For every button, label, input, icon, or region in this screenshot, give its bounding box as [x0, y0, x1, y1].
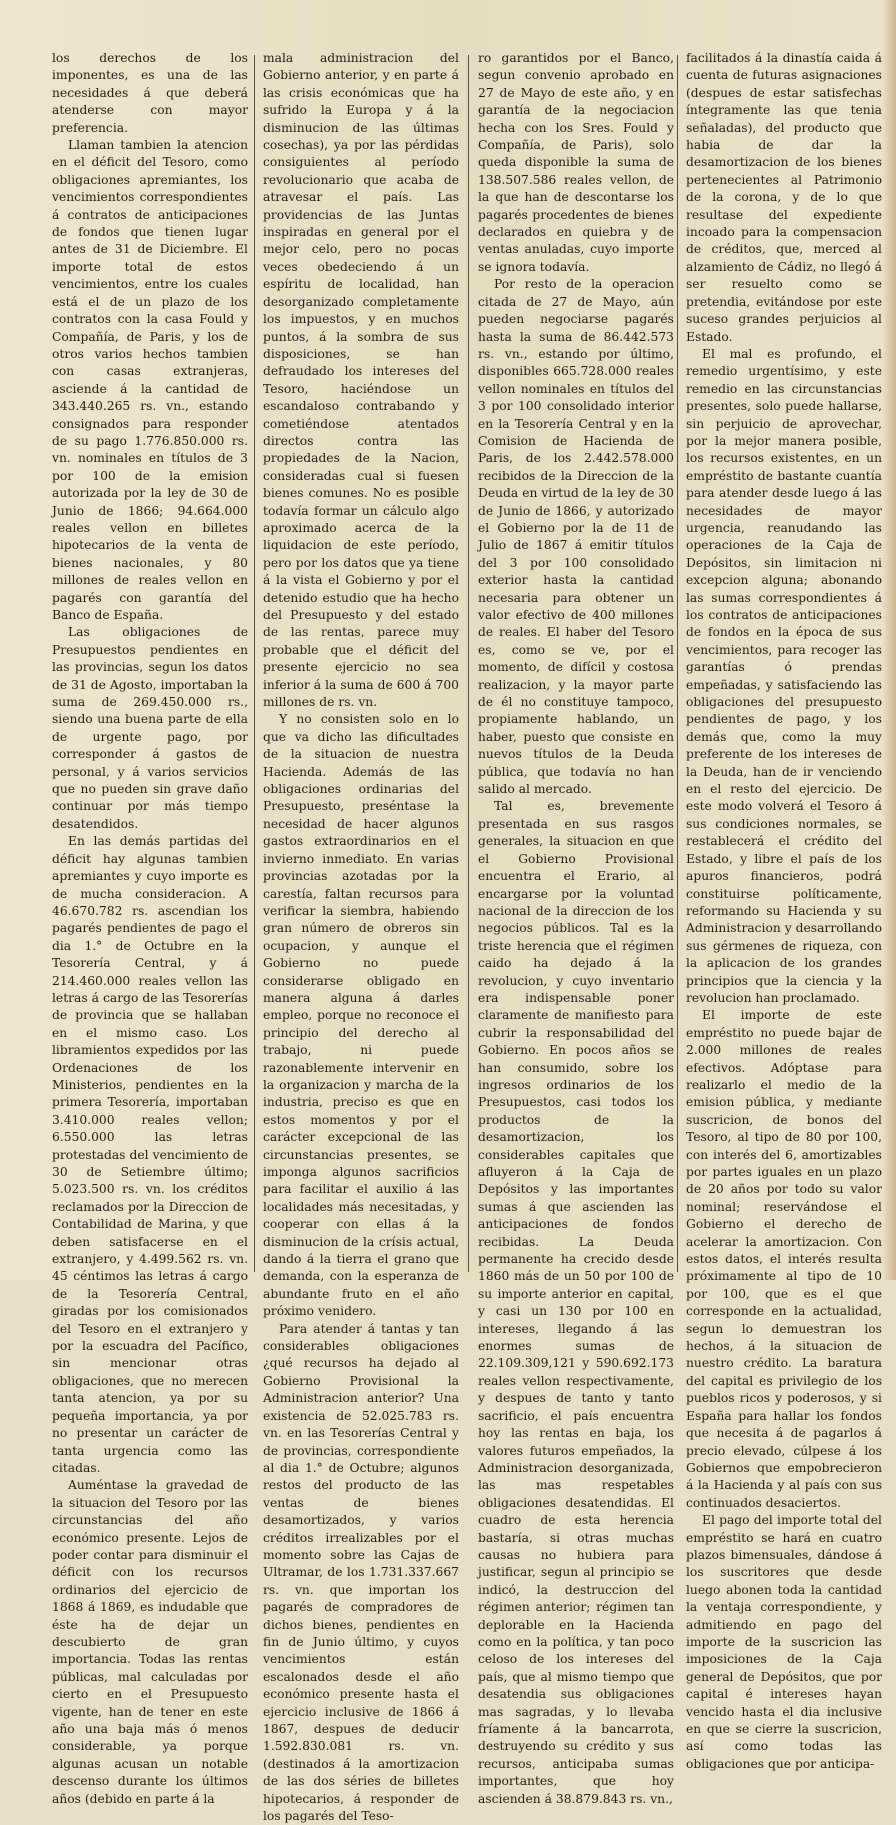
paragraph: Y no consisten solo en lo que va dicho las dificultades de la situacion de nuestra Hacienda. Además de las obligaciones ordinarias del Presupuesto, preséntase la necesidad de hacer algunos gastos extraordinarios en el invierno inmediato. En varias provincias azotadas por la carestía, faltan recursos para verificar la siembra, habiendo gran número de obreros sin ocupacion, y aunque el Gobierno no puede considerarse obligado en manera alguna á darles empleo, porque no reconoce el principio del derecho al trabajo, ni puede razonablemente intervenir en la organizacion y marcha de la industria, preciso es que en estos momentos y por el carácter excepcional de las circunstancias presentes, se imponga algunos sacrificios para facilitar el auxilio á las localidades más necesitadas, y cooperar con ellas á la disminucion de la crísis actual, dando á la tierra el grano que demanda, con la esperanza de abundante fruto en el año próximo venidero.	[263, 712, 459, 1319]
paragraph: Llaman tambien la atencion en el déficit del Tesoro, como obligaciones apremiantes, los vencimientos correspondientes á contratos de anticipaciones de fondos que tienen lugar antes de 31 de Diciembre. El importe total de estos vencimientos, entre los cuales está el de un plazo de los contratos con la casa Fould y Compañía, de Paris, y los de otros varios hechos tambien con casas extranjeras, asciende á la cantidad de 343.440.265 rs. vn., estando consignados para responder de su pago 1.776.850.000 rs. vn. nominales en títulos de 3 por 100 de la emision autorizada por la ley de 30 de Junio de 1866; 94.664.000 reales vellon en billetes hipotecarios de la venta de bienes nacionales, y 80 millones de reales vellon en pagarés con garantía del Banco de España.	[52, 138, 248, 622]
paragraph: facilitados á la dinastía caida á cuenta de futuras asignaciones (despues de estar satisfechas íntegramente las que tenia señaladas), del producto que habia de dar la desamortizacion de los bienes pertenecientes al Patrimonio de la corona, y de lo que resultase del expediente incoado para la compensacion de créditos, que, merced al alzamiento de Cádiz, no llegó á ser resuelto como se pretendia, evitándose por este suceso grandes perjuicios al Estado.	[686, 51, 882, 344]
paragraph: El mal es profundo, el remedio urgentísimo, y este remedio en las circunstancias presentes, solo puede hallarse, sin perjuicio de aprovechar, por la mejor manera posible, los recursos existentes, en un empréstito de bastante cuantía para atender desde luego á las necesidades de mayor urgencia, reanudando las operaciones de la Caja de Depósitos, sin limitacion ni excepcion alguna; abonando las sumas correspondientes á los contratos de anticipaciones de fondos en la época de sus vencimientos, para recoger las garantías ó prendas empeñadas, y satisfaciendo las obligaciones del presupuesto pendientes de pago, y los demás que, como la muy preferente de los intereses de la Deuda, han de ir venciendo en el resto del ejercicio. De este modo volverá el Tesoro á sus condiciones normales, se restablecerá el crédito del Estado, y libre el país de los apuros financieros, podrá constituirse políticamente, reformando su Hacienda y su Administracion y desarrollando sus gérmenes de riqueza, con la aplicacion de los grandes principios que la ciencia y la revolucion han proclamado.	[686, 346, 882, 1005]
paragraph: El importe de este empréstito no puede bajar de 2.000 millones de reales efectivos. Adóptase para realizarlo el medio de la emision pública, y mediante suscricion, de bonos del Tesoro, al tipo de 80 por 100, con interés del 6, amortizables por partes iguales en un plazo de 20 años por todo su valor nominal; reservándose el Gobierno el derecho de acelerar la amortizacion. Con estos datos, el interés resulta próximamente al tipo de 10 por 100, que es el que corresponde en la actualidad, segun lo demuestran los hechos, á la situacion de nuestro crédito. La baratura del capital es privilegio de los pueblos ricos y poderosos, y si España para hallar los fondos que necesita á de pagarlos á precio elevado, cúlpese á los Gobiernos que empobrecieron á la Hacienda y al país con sus continuados desaciertos.	[686, 1008, 882, 1510]
column-divider	[254, 55, 255, 1272]
paragraph: ro garantidos por el Banco, segun convenio aprobado en 27 de Mayo de este año, y en garantía de la negociacion hecha con los Sres. Fould y Compañía, de Paris), solo queda disponible la suma de 138.507.586 reales vellon, de la que han de descontarse los pagarés procedentes de bienes declarados en quiebra y de ventas anuladas, cuyo importe se ignora todavía.	[478, 51, 674, 274]
paragraph: mala administracion del Gobierno anterior, y en parte á las crisis económicas que ha sufrido la Europa y á la disminucion de las últimas cosechas), ya por las pérdidas consiguientes al período revolucionario que acaba de atravesar el país. Las providencias de las Juntas inspiradas en general por el mejor celo, pero no pocas veces obedeciendo á un espíritu de localidad, han desorganizado completamente los impuestos, y en muchos puntos, á la sombra de sus disposiciones, se han defraudado los intereses del Tesoro, haciéndose un escandaloso contrabando y cometiéndose atentados directos contra las propiedades de la Nacion, consideradas cual si fuesen bienes comunes. No es posible todavía formar un cálculo algo aproximado acerca de la liquidacion de este período, pero por los datos que ya tiene á la vista el Gobierno y por el detenido estudio que ha hecho del Presupuesto y del estado de las rentas, parece muy probable que el déficit del presente ejercicio no sea inferior á la suma de 600 á 700 millones de rs. vn.	[263, 51, 459, 710]
paragraph: Tal es, brevemente presentada en sus rasgos generales, la situacion en que el Gobierno Provisional encuentra el Erario, al encargarse por la voluntad nacional de la direccion de los negocios públicos. Tal es la triste herencia que el régimen caido ha dejado á la revolucion, y cuyo inventario era indispensable poner claramente de manifiesto para cubrir la responsabilidad del Gobierno. En pocos años se han consumido, sobre los ingresos ordinarios de los Presupuestos, casi todos los productos de la desamortizacion, los considerables capitales que afluyeron á la Caja de Depósitos y las importantes sumas á que ascienden las anticipaciones de fondos recibidas. La Deuda permanente ha crecido desde 1860 más de un 50 por 100 de su importe anterior en capital, y casi un 130 por 100 en intereses, llegando á las enormes sumas de 22.109.309,121 y 590.692.173 reales vellon respectivamente, y despues de tanto y tanto sacrificio, el país encuentra hoy las rentas en baja, los valores futuros empeñados, la Administracion desorganizada, las mas respetables obligaciones desatendidas. El cuadro de esta herencia bastaría, si otras muchas causas no hubiera para justificar, segun al principio se indicó, la destruccion del régimen anterior; régimen tan deplorable en la Hacienda como en la política, y tan poco celoso de los intereses del país, que al mismo tiempo que desatendia sus obligaciones mas sagradas, y lo llevaba fríamente á la bancarrota, destruyendo su crédito y sus recursos, anticipaba sumas importantes, que hoy ascienden á 38.879.843 rs. vn.,	[478, 799, 674, 1806]
paragraph: Para atender á tantas y tan considerables obligaciones ¿qué recursos ha dejado al Gobierno Provisional la Administracion anterior? Una existencia de 52.025.783 rs. vn. en las Tesorerías Central y de provincias, correspondiente al dia 1.° de Octubre; algunos restos del producto de las ventas de bienes desamortizados, y varios créditos irrealizables por el momento sobre las Cajas de Ultramar, de los 1.731.337.667 rs. vn. que importan los pagarés de compradores de dichos bienes, pendientes en fin de Junio último, y cuyos vencimientos están escalonados desde el año económico presente hasta el ejercicio inclusive de 1866 á 1867, despues de deducir 1.592.830.081 rs. vn. (destinados á la amortizacion de las dos séries de billetes hipotecarios, á responder de los pagarés del Teso-	[263, 1321, 459, 1824]
paragraph: El pago del importe total del empréstito se hará en cuatro plazos bimensuales, dándose á los suscritores que desde luego abonen toda la cantidad la ventaja correspondiente, y admitiendo en pago del importe de la suscricion las imposiciones de la Caja general de Depósitos, que por capital é intereses hayan vencido hasta el dia inclusive en que se cierre la suscricion, así como todas las obligaciones que por anticipa-	[686, 1513, 882, 1771]
text-column-2	[263, 50, 459, 1824]
text-column-3	[478, 50, 674, 1806]
column-divider	[677, 55, 678, 1272]
text-column-1	[52, 50, 248, 1806]
column-divider	[468, 55, 469, 1272]
text-column-4	[686, 50, 882, 1771]
paragraph: Las obligaciones de Presupuestos pendientes en las provincias, segun los datos de 31 de Agosto, importaban la suma de 269.450.000 rs., siendo una buena parte de ella de urgente pago, por corresponder á gastos de personal, y á varios servicios que no pueden sin grave daño continuar por más tiempo desatendidos.	[52, 625, 248, 831]
paragraph: En las demás partidas del déficit hay algunas tambien apremiantes y cuyo importe es de mucha consideracion. A 46.670.782 rs. ascendian los pagarés pendientes de pago el dia 1.° de Octubre en la Tesorería Central, y á 214.460.000 reales vellon las letras á cargo de las Tesorerías de provincia que se hallaban en el mismo caso. Los libramientos expedidos por las Ordenaciones de los Ministerios, pendientes en la primera Tesorería, importaban 3.410.000 reales vellon; 6.550.000 las letras protestadas del vencimiento de 30 de Setiembre último; 5.023.500 rs. vn. los créditos reclamados por la Direccion de Contabilidad de Marina, y que deben satisfacerse en el extranjero, y 4.499.562 rs. vn. 45 céntimos las letras á cargo de la Tesorería Central, giradas por los comisionados del Tesoro en el extranjero y por la escuadra del Pacífico, sin mencionar otras obligaciones, que no merecen tanta atencion, ya por su pequeña importancia, ya por no presentar un carácter de tanta urgencia como las citadas.	[52, 834, 248, 1475]
paragraph: Por resto de la operacion citada de 27 de Mayo, aún pueden negociarse pagarés hasta la suma de 86.442.573 rs. vn., estando por último, disponibles 665.728.000 reales vellon nominales en títulos del 3 por 100 consolidado interior en la Tesorería Central y en la Comision de Hacienda de Paris, de los 2.442.578.000 recibidos de la Direccion de la Deuda en virtud de la ley de 30 de Junio de 1866, y autorizado el Gobierno por la de 11 de Julio de 1867 á emitir títulos del 3 por 100 consolidado exterior hasta la cantidad necesaria para obtener un valor efectivo de 400 millones de reales. El haber del Tesoro es, como se ve, por el momento, de difícil y costosa realizacion, y la mayor parte de él no constituye tampoco, propiamente hablando, un haber, puesto que consiste en nuevos títulos de la Deuda pública, que todavía no han salido al mercado.	[478, 277, 674, 797]
paragraph: Auméntase la gravedad de la situacion del Tesoro por las circunstancias del año económico presente. Lejos de poder contar para disminuir el déficit con los recursos ordinarios del ejercicio de 1868 á 1869, es indudable que éste ha de dejar un descubierto de gran importancia. Todas las rentas públicas, mal calculadas por cierto en el Presupuesto vigente, han de tener en este año una baja más ó menos considerable, ya porque algunas acusan un notable descenso durante los últimos años (debido en parte á la	[52, 1478, 248, 1806]
paragraph: los derechos de los imponentes, es una de las necesidades á que deberá atenderse con mayor preferencia.	[52, 51, 248, 135]
paper-edge-shadow	[882, 0, 896, 1280]
